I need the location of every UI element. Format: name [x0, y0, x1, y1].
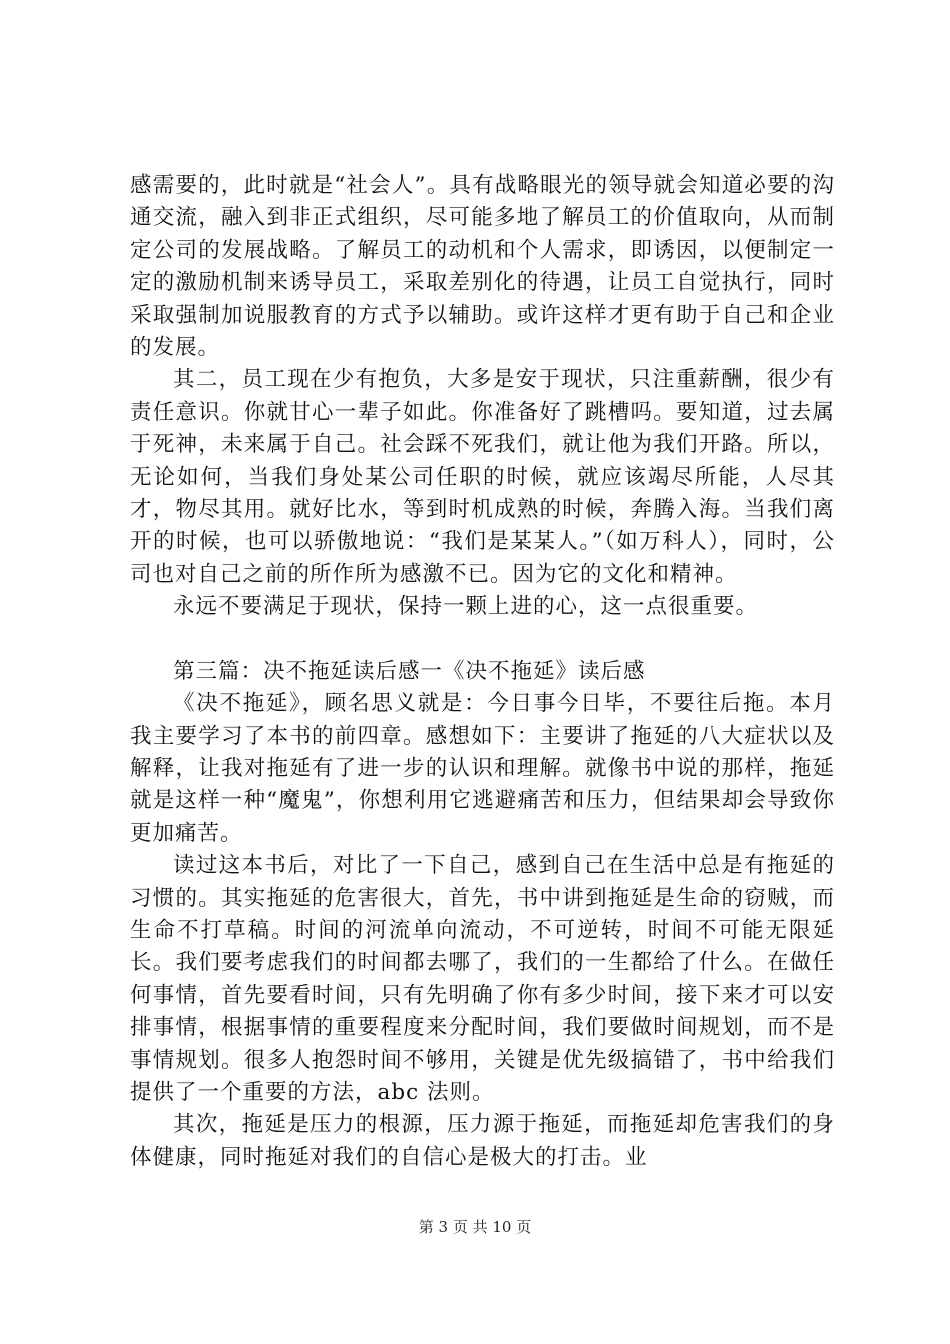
paragraph-2: 其二，员工现在少有抱负，大多是安于现状，只注重薪酬，很少有责任意识。你就甘心一辈子如此。你准备好了跳槽吗。要知道，过去属于死神，未来属于自己。社会踩不死我们，就让他为我们开路。所以，无论如何，当我们身处某公司任职的时候，就应该竭尽所能，人尽其才，物尽其用。就好比水，等到时机成熟的时候，奔腾入海。当我们离开的时候，也可以骄傲地说：“我们是某某人。”（如万科人），同时，公司也对自己之前的所作所为感激不已。因为它的文化和精神。 [130, 367, 835, 587]
paragraph-1: 感需要的，此时就是“社会人”。具有战略眼光的领导就会知道必要的沟通交流，融入到非正式组织，尽可能多地了解员工的价值取向，从而制定公司的发展战略。了解员工的动机和个人需求，即诱因，以便制定一定的激励机制来诱导员工，采取差别化的待遇，让员工自觉执行，同时采取强制加说服教育的方式予以辅助。或许这样才更有助于自己和企业的发展。 [130, 173, 835, 361]
page-footer: 第 3 页 共 10 页 [418, 1218, 532, 1236]
paragraph-5: 读过这本书后，对比了一下自己，感到自己在生活中总是有拖延的习惯的。其实拖延的危害很大，首先，书中讲到拖延是生命的窃贼，而生命不打草稿。时间的河流单向流动，不可逆转，时间不可能无限延长。我们要考虑我们的时间都去哪了，我们的一生都给了什么。在做任何事情，首先要看时间，只有先明确了你有多少时间，接下来才可以安排事情，根据事情的重要程度来分配时间，我们要做时间规划，而不是事情规划。很多人抱怨时间不够用，关键是优先级搞错了，书中给我们提供了一个重要的方法，abc 法则。 [130, 853, 835, 1105]
paragraph-3: 永远不要满足于现状，保持一颗上进的心，这一点很重要。 [173, 594, 759, 620]
paragraph-4: 《决不拖延》，顾名思义就是：今日事今日毕，不要往后拖。本月我主要学习了本书的前四章。感想如下：主要讲了拖延的八大症状以及解释，让我对拖延有了进一步的认识和理解。就像书中说的那样，拖延就是这样一种“魔鬼”，你想利用它逃避痛苦和压力，但结果却会导致你更加痛苦。 [130, 691, 835, 846]
section-heading: 第三篇：决不拖延读后感一《决不拖延》读后感 [173, 658, 646, 684]
document-page [130, 170, 835, 1174]
section-gap [130, 624, 835, 656]
paragraph-6: 其次，拖延是压力的根源，压力源于拖延，而拖延却危害我们的身体健康，同时拖延对我们的自信心是极大的打击。业 [130, 1112, 835, 1170]
